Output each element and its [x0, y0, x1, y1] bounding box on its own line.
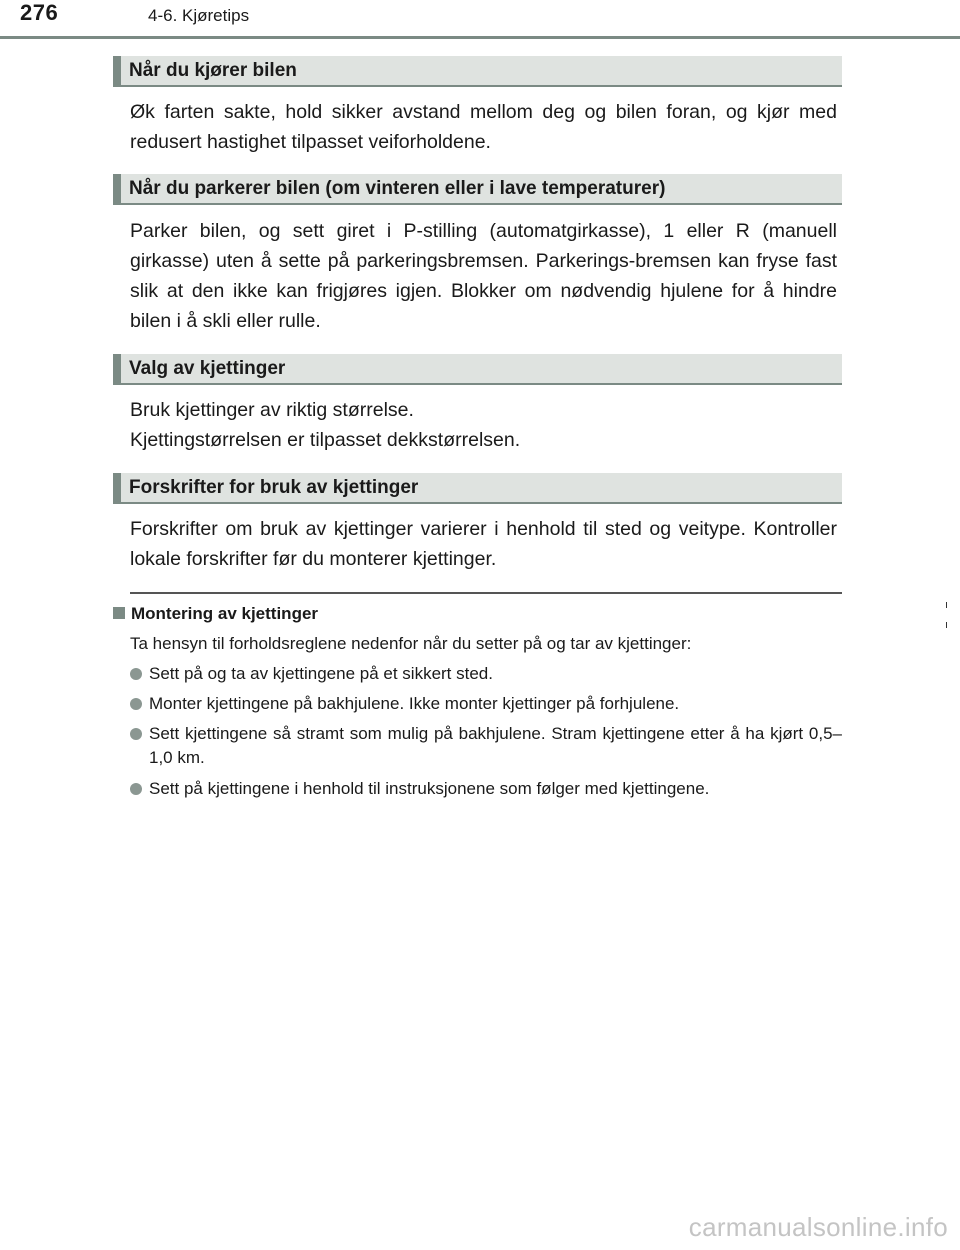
- list-item-text: Sett på kjettingene i henhold til instruksjonene som følger med kjettingene.: [149, 779, 710, 798]
- bullet-dot-icon: [130, 728, 142, 740]
- header-rule: [0, 36, 960, 39]
- chain-selection-line-1: Bruk kjettinger av riktig størrelse.: [130, 399, 414, 421]
- bullet-dot-icon: [130, 698, 142, 710]
- page-number: 276: [20, 0, 59, 25]
- list-item: [130, 692, 842, 716]
- list-item-text: Monter kjettingene på bakhjulene. Ikke monter kjettinger på forhjulene.: [149, 694, 680, 713]
- section-heading-parking: Når du parkerer bilen (om vinteren eller i lave temperaturer): [113, 174, 842, 205]
- section-body-regulations: Forskrifter om bruk av kjettinger varierer i henhold til sted og veitype. Kontroller lokale forskrifter før du monterer kjettinger.: [130, 518, 837, 570]
- bullet-dot-icon: [130, 783, 142, 795]
- chain-selection-line-2: Kjettingstørrelsen er tilpasset dekkstørrelsen.: [130, 429, 521, 451]
- note-title-text: Montering av kjettinger: [131, 604, 319, 623]
- margin-mark-top: [946, 602, 947, 608]
- list-item: [130, 777, 842, 801]
- section-heading-driving: Når du kjører bilen: [113, 56, 842, 87]
- note-intro: Ta hensyn til forholdsreglene nedenfor når du setter på og tar av kjettinger:: [130, 634, 692, 653]
- section-divider: [130, 592, 842, 594]
- section-body-parking: Parker bilen, og sett giret i P-stilling (automatgirkasse), 1 eller R (manuell girkasse) uten å sette på parkeringsbremsen. Parkerings-bremsen kan fryse fast slik at den ikke kan frigjøres igjen. Blokker om nødvendig hjulene for å hindre bilen i å skli eller rulle.: [130, 220, 837, 332]
- note-title: [113, 603, 318, 625]
- square-bullet-icon: [113, 607, 125, 619]
- section-body-driving: Øk farten sakte, hold sikker avstand mellom deg og bilen foran, og kjør med redusert hastighet tilpasset veiforholdene.: [130, 101, 837, 153]
- list-item: [130, 662, 842, 686]
- section-heading-regulations: Forskrifter for bruk av kjettinger: [113, 473, 842, 504]
- section-body-chain-selection: [130, 395, 837, 455]
- margin-mark-bottom: [946, 622, 947, 628]
- list-item-text: Sett kjettingene så stramt som mulig på bakhjulene. Stram kjettingene etter å ha kjørt 0,5–1,0 km.: [149, 724, 842, 767]
- chapter-title: 4-6. Kjøretips: [148, 6, 250, 25]
- bullet-dot-icon: [130, 668, 142, 680]
- section-heading-chain-selection: Valg av kjettinger: [113, 354, 842, 385]
- list-item: [130, 722, 842, 770]
- list-item-text: Sett på og ta av kjettingene på et sikkert sted.: [149, 664, 493, 683]
- watermark: carmanualsonline.info: [688, 1212, 948, 1242]
